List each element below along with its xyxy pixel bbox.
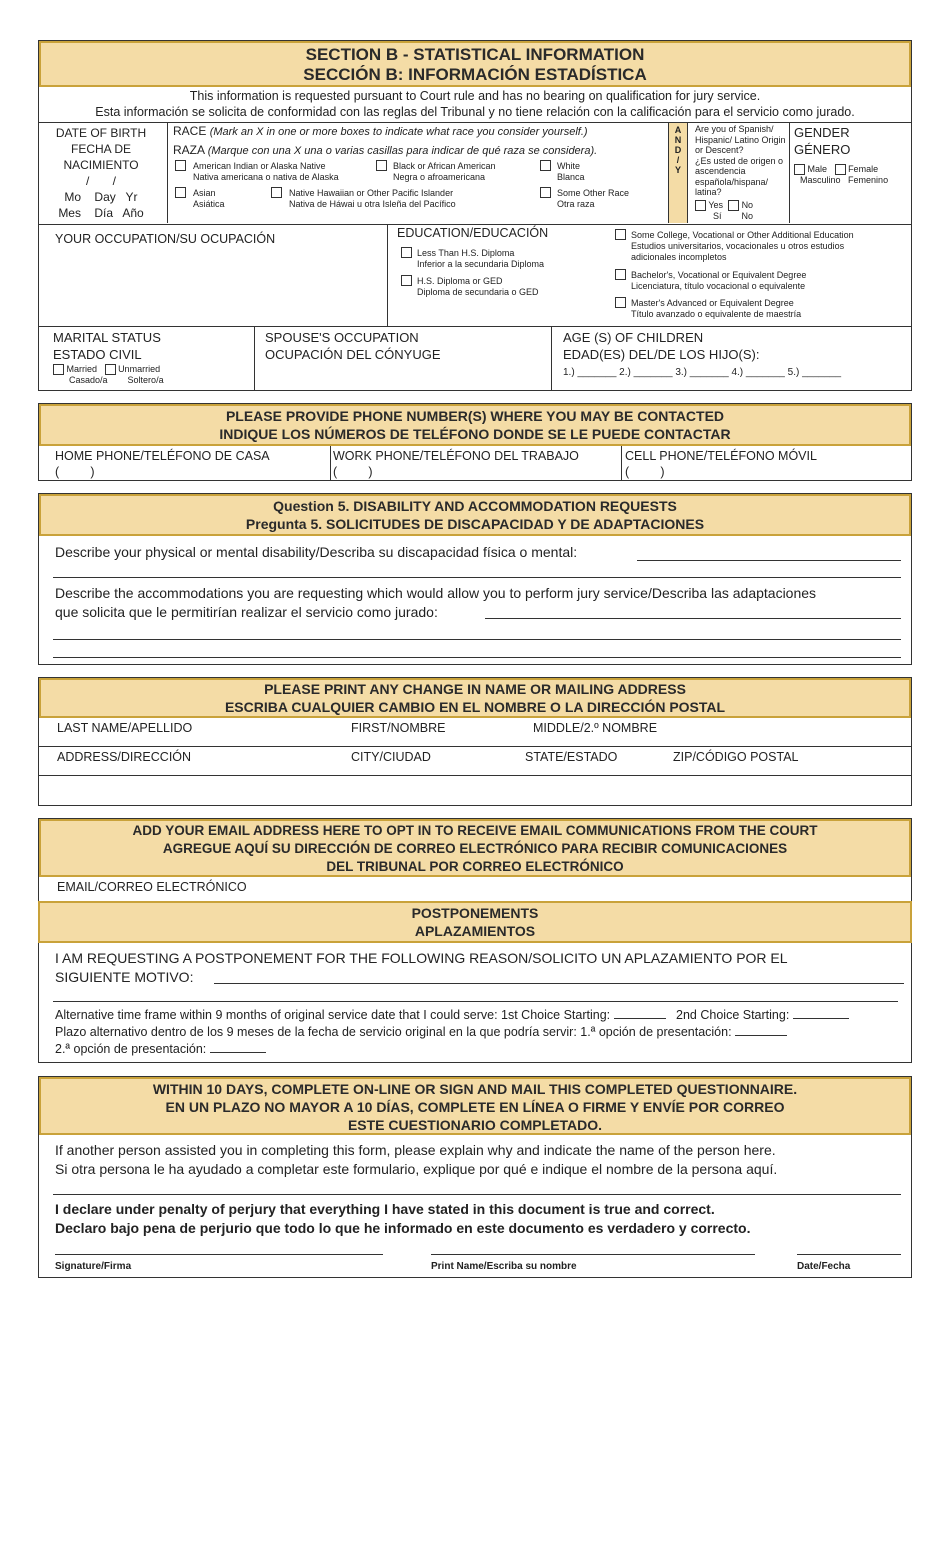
race-checkbox-american-indian[interactable] bbox=[175, 160, 186, 171]
section-b-header bbox=[39, 41, 911, 87]
education-masters-checkbox[interactable] bbox=[615, 297, 626, 308]
disability-section: Question 5. DISABILITY AND ACCOMMODATION REQUESTS Pregunta 5. SOLICITUDES DE DISCAPACIDAD Y DE ADAPTACIONES Describe your physical or mental disability/Describa su discapacidad física o mental: Describe the accommodations you are requesting which would allow you to perform jury service/Describa las adaptaciones que solicita que le permitirían realizar el servicio como jurado: bbox=[38, 493, 912, 665]
race-checkbox-black[interactable] bbox=[376, 160, 387, 171]
occupation-field[interactable]: YOUR OCCUPATION/SU OCUPACIÓN bbox=[55, 232, 276, 246]
education-group: EDUCATION/EDUCACIÓN Less Than H.S. Diploma Inferior a la secundaria Diploma H.S. Diploma or GED Diploma de secundaria o GED Some College, Vocational or Other Additional Education Estudios universitarios, vocacionales u otros estudios adicionales incompletos Bachelor's, Vocational or Equivalent Degree Licenciatura, título vocacional o equivalente Master's Advanced or Equivalent Degree Título avanzado o equivalente de maestría bbox=[397, 226, 854, 319]
first-name-field[interactable]: FIRST/NOMBRE bbox=[351, 721, 446, 735]
gender-male-checkbox[interactable] bbox=[794, 164, 805, 175]
hispanic-no-checkbox[interactable] bbox=[728, 200, 739, 211]
address-change-section: PLEASE PRINT ANY CHANGE IN NAME OR MAILING ADDRESS ESCRIBA CUALQUIER CAMBIO EN EL NOMBRE O LA DIRECCIÓN POSTAL LAST NAME/APELLIDO FIRST/NOMBRE MIDDLE/2.º NOMBRE ADDRESS/DIRECCIÓN CITY/CIUDAD STATE/ESTADO ZIP/CÓDIGO POSTAL bbox=[38, 677, 912, 806]
accommodation-request-field[interactable]: Describe the accommodations you are requesting which would allow you to perform jury service/Describa las adaptaciones que solicita que le permitirían realizar el servicio como jurado: bbox=[55, 585, 817, 620]
email-field[interactable]: EMAIL/CORREO ELECTRÓNICO bbox=[57, 880, 247, 894]
hispanic-yes-checkbox[interactable] bbox=[695, 200, 706, 211]
race-checkbox-asian[interactable] bbox=[175, 187, 186, 198]
print-name-label: Print Name/Escriba su nombre bbox=[431, 1261, 577, 1272]
children-ages-field[interactable]: AGE (S) OF CHILDREN EDAD(ES) DEL/DE LOS HIJO(S): 1.) _______ 2.) _______ 3.) _______ 4.) _______ 5.) _______ bbox=[563, 330, 842, 378]
assistance-explanation-field[interactable]: If another person assisted you in completing this form, please explain why and indicate the name of the person here. Si otra persona le ha ayudado a completar este formulario, explique por qué e indique el nombre de la persona aquí. bbox=[55, 1142, 778, 1177]
race-checkbox-pacific-islander[interactable] bbox=[271, 187, 282, 198]
perjury-declaration: I declare under penalty of perjury that everything I have stated in this document is true and correct. Declaro bajo pena de perjurio que todo lo que he informado en este documento es verdadero y correcto. bbox=[55, 1201, 751, 1236]
race-checkbox-white[interactable] bbox=[540, 160, 551, 171]
spouse-occupation-field[interactable]: SPOUSE'S OCCUPATION OCUPACIÓN DEL CÓNYUGE bbox=[265, 330, 441, 362]
cell-phone-field[interactable]: CELL PHONE/TELÉFONO MÓVIL ( ) bbox=[625, 449, 817, 479]
signature-section: WITHIN 10 DAYS, COMPLETE ON-LINE OR SIGN AND MAIL THIS COMPLETED QUESTIONNAIRE. EN UN PLAZO NO MAYOR A 10 DÍAS, COMPLETE EN LÍNEA O FIRME Y ENVÍE POR CORREO ESTE CUESTIONARIO COMPLETADO. If another person assisted you in completing this form, please explain why and indicate the name of the person here. Si otra persona le ha ayudado a completar este formulario, explique por qué e indique el nombre de la persona aquí. I declare under penalty of perjury that everything I have stated in this document is true and correct. Declaro bajo pena de perjurio que todo lo que he informado en este documento es verdadero y correcto. Signature/Firma Print Name/Escriba su nombre Date/Fecha bbox=[38, 1076, 912, 1278]
gender-female-checkbox[interactable] bbox=[835, 164, 846, 175]
home-phone-field[interactable]: HOME PHONE/TELÉFONO DE CASA ( ) bbox=[55, 449, 270, 479]
marital-status-group: MARITAL STATUS ESTADO CIVIL Married Unmarried Casado/a Soltero/a bbox=[53, 330, 164, 386]
email-postponement-section: ADD YOUR EMAIL ADDRESS HERE TO OPT IN TO RECEIVE EMAIL COMMUNICATIONS FROM THE COURT AGREGUE AQUÍ SU DIRECCIÓN DE CORREO ELECTRÓNICO PARA RECIBIR COMUNICACIONES DEL TRIBUNAL POR CORREO ELECTRÓNICO EMAIL/CORREO ELECTRÓNICO POSTPONEMENTS APLAZAMIENTOS I AM REQUESTING A POSTPONEMENT FOR THE FOLLOWING REASON/SOLICITO UN APLAZAMIENTO POR EL SIGUIENTE MOTIVO: Alternative time frame within 9 months of original service date that I could serve: 1st Choice Starting: 2nd Choice Starting: Plazo alternativo dentro de los 9 meses de la fecha de servicio original en la que podría servir: 1.ª opción de presentación: 2.ª opción de presentación: bbox=[38, 818, 912, 1063]
date-of-birth-field[interactable]: DATE OF BIRTH FECHA DE NACIMIENTO / / Mo Day Yr Mes Día Año bbox=[55, 126, 147, 220]
education-bachelors-checkbox[interactable] bbox=[615, 269, 626, 280]
marital-unmarried-checkbox[interactable] bbox=[105, 364, 116, 375]
signature-label: Signature/Firma bbox=[55, 1261, 132, 1272]
race-group: RACE (Mark an X in one or more boxes to indicate what race you consider yourself.) RAZA (Marque con una X una o varias casillas para indicar de qué raza se considera). American Indian or Alaska Native Nativa americana o nativa de Alaska Black or African American Negra o afroamericana White Blanca Asian Asiática Native Hawaiian or Other Pacific Islander Nativa de Háwai u otra Isleña del Pacífico Some Other Race Otra raza bbox=[173, 124, 630, 209]
alternative-dates-field[interactable]: Alternative time frame within 9 months of original service date that I could serve: 1st Choice Starting: 2nd Choice Starting: Plazo alternativo dentro de los 9 meses de la fecha de servicio original en la que podría servir: 1.ª opción de presentación: 2.ª opción de presentación: bbox=[55, 1007, 849, 1058]
hispanic-origin-group: Are you of Spanish/ Hispanic/ Latino Origin or Descent? ¿Es usted de origen o ascendencia española/hispana/ latina? Yes No Sí No bbox=[695, 124, 786, 221]
education-some-college-checkbox[interactable] bbox=[615, 229, 626, 240]
zip-field[interactable]: ZIP/CÓDIGO POSTAL bbox=[673, 750, 799, 764]
section-b-title-en: SECTION B - STATISTICAL INFORMATION bbox=[305, 45, 645, 64]
postponement-reason-field[interactable]: I AM REQUESTING A POSTPONEMENT FOR THE FOLLOWING REASON/SOLICITO UN APLAZAMIENTO POR EL SIGUIENTE MOTIVO: bbox=[55, 950, 788, 985]
last-name-field[interactable]: LAST NAME/APELLIDO bbox=[57, 721, 193, 735]
phone-section: PLEASE PROVIDE PHONE NUMBER(S) WHERE YOU MAY BE CONTACTED INDIQUE LOS NÚMEROS DE TELÉFONO DONDE SE LE PUEDE CONTACTAR HOME PHONE/TELÉFONO DE CASA ( ) WORK PHONE/TELÉFONO DEL TRABAJO ( ) CELL PHONE/TELÉFONO MÓVIL ( ) bbox=[38, 403, 912, 481]
state-field[interactable]: STATE/ESTADO bbox=[525, 750, 618, 764]
date-line[interactable] bbox=[797, 1254, 901, 1255]
race-checkbox-other[interactable] bbox=[540, 187, 551, 198]
gender-group: GENDER GÉNERO Male Female Masculino Femenino bbox=[794, 125, 889, 186]
date-label: Date/Fecha bbox=[797, 1261, 851, 1272]
postponements-header: POSTPONEMENTS APLAZAMIENTOS bbox=[38, 901, 912, 943]
signature-line[interactable] bbox=[55, 1254, 383, 1255]
address-field[interactable]: ADDRESS/DIRECCIÓN bbox=[57, 750, 192, 764]
marital-married-checkbox[interactable] bbox=[53, 364, 64, 375]
education-hs-diploma-checkbox[interactable] bbox=[401, 275, 412, 286]
section-b-title-es: SECCIÓN B: INFORMACIÓN ESTADÍSTICA bbox=[303, 65, 647, 84]
section-b-note: This information is requested pursuant to Court rule and has no bearing on qualification for jury service. Esta información se solicita de conformidad con las reglas del Tribunal y no tiene relación con la calificación para el servicio como jurado. bbox=[95, 89, 855, 119]
work-phone-field[interactable]: WORK PHONE/TELÉFONO DEL TRABAJO ( ) bbox=[333, 449, 579, 479]
print-name-line[interactable] bbox=[431, 1254, 755, 1255]
city-field[interactable]: CITY/CIUDAD bbox=[351, 750, 431, 764]
and-or-column: A N D / Y bbox=[668, 123, 688, 223]
education-less-than-hs-checkbox[interactable] bbox=[401, 247, 412, 258]
middle-name-field[interactable]: MIDDLE/2.º NOMBRE bbox=[533, 721, 658, 735]
disability-description-field[interactable]: Describe your physical or mental disability/Describa su discapacidad física o mental: bbox=[55, 544, 578, 560]
section-b bbox=[38, 40, 912, 391]
